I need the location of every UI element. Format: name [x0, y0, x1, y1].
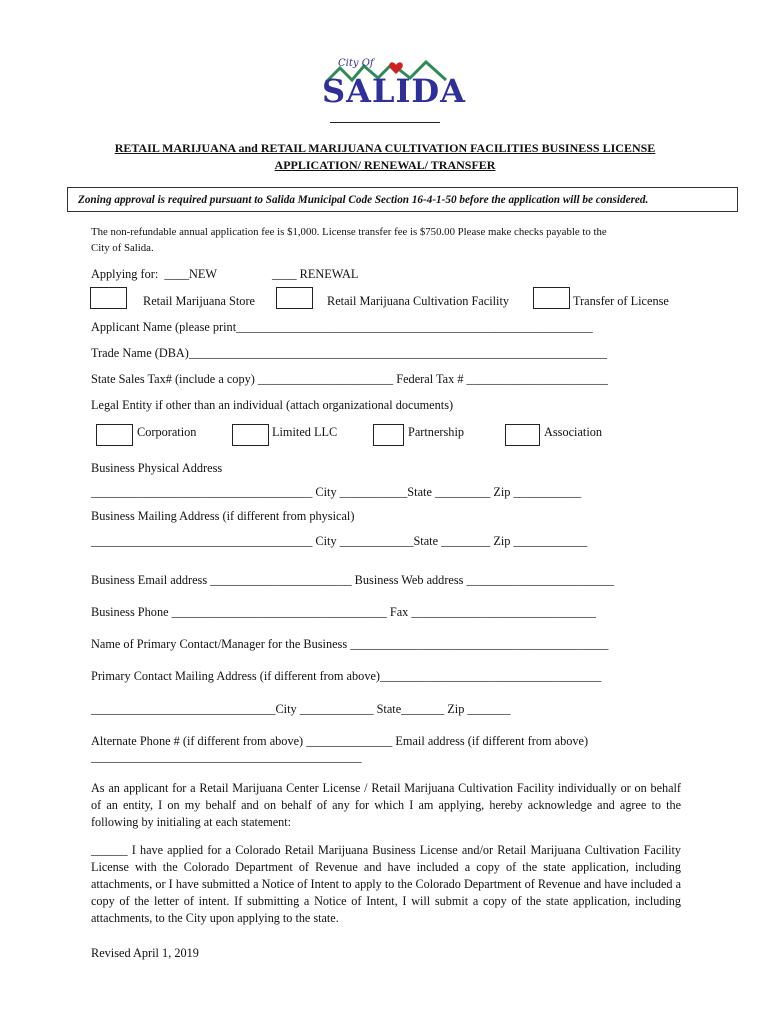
- fee-text-line1: The non-refundable annual application fee is $1,000. License transfer fee is $750.00 Please make checks payable to the: [91, 226, 607, 238]
- alternate-email-field[interactable]: ____________________________________________: [91, 750, 362, 764]
- checkbox-association[interactable]: [505, 424, 540, 446]
- logo-main-text: SALIDA: [322, 72, 466, 110]
- form-title-line2: APPLICATION/ RENEWAL/ TRANSFER: [274, 158, 496, 172]
- label-association: Association: [544, 425, 603, 439]
- label-limited-llc: Limited LLC: [272, 425, 338, 439]
- primary-city-field[interactable]: ______________________________City ____________ State_______ Zip _______: [91, 702, 511, 716]
- applicant-name-field[interactable]: Applicant Name (please print__________________________________________________________: [91, 320, 593, 334]
- label-transfer-license: Transfer of License: [573, 294, 669, 308]
- label-retail-store: Retail Marijuana Store: [143, 294, 256, 308]
- label-partnership: Partnership: [408, 425, 465, 439]
- revised-date: Revised April 1, 2019: [91, 946, 199, 960]
- phone-fax-field[interactable]: Business Phone ___________________________________ Fax ______________________________: [91, 605, 596, 619]
- tax-numbers-field[interactable]: State Sales Tax# (include a copy) ______________________ Federal Tax # _______________________: [91, 372, 608, 386]
- primary-contact-field[interactable]: Name of Primary Contact/Manager for the Business __________________________________________: [91, 637, 609, 651]
- checkbox-transfer-license[interactable]: [533, 287, 570, 309]
- business-mailing-label: Business Mailing Address (if different from physical): [91, 509, 355, 523]
- zoning-notice: Zoning approval is required pursuant to Salida Municipal Code Section 16-4-1-50 before the application will be considered.: [67, 187, 738, 212]
- logo-top-text: City Of: [338, 58, 374, 69]
- applying-for-renewal[interactable]: ____ RENEWAL: [272, 267, 359, 281]
- checkbox-limited-llc[interactable]: [232, 424, 269, 446]
- alternate-phone-field[interactable]: Alternate Phone # (if different from above) ______________ Email address (if different from above): [91, 734, 589, 748]
- acknowledge-paragraph: As an applicant for a Retail Marijuana Center License / Retail Marijuana Cultivation Facility individually or on behalf of an entity, I on my behalf and on behalf of any for which I am applying, hereby acknowledge and agree to the following by initialing at each statement:: [91, 781, 681, 829]
- label-cultivation-facility: Retail Marijuana Cultivation Facility: [327, 294, 510, 308]
- applying-for-new[interactable]: Applying for: ____NEW: [91, 267, 218, 281]
- primary-mailing-field[interactable]: Primary Contact Mailing Address (if different from above)____________________________________: [91, 669, 602, 683]
- form-title-line1: RETAIL MARIJUANA and RETAIL MARIJUANA CULTIVATION FACILITIES BUSINESS LICENSE: [114, 141, 656, 155]
- city-logo: [318, 56, 466, 118]
- business-mailing-field[interactable]: ____________________________________ City ____________State ________ Zip ____________: [91, 534, 588, 548]
- label-corporation: Corporation: [137, 425, 197, 439]
- legal-entity-label: Legal Entity if other than an individual (attach organizational documents): [91, 398, 454, 412]
- business-physical-label: Business Physical Address: [91, 461, 223, 475]
- checkbox-retail-store[interactable]: [90, 287, 127, 309]
- trade-name-field[interactable]: Trade Name (DBA)____________________________________________________________________: [91, 346, 607, 360]
- checkbox-cultivation-facility[interactable]: [276, 287, 313, 309]
- fee-text-line2: City of Salida.: [91, 242, 154, 254]
- initial-statement[interactable]: ______ I have applied for a Colorado Retail Marijuana Business License and/or Retail Marijuana Cultivation Facility License with the Colorado Department of Revenue and have included a copy of the state application, including attachments, or I have submitted a Notice of Intent to apply to the Colorado Department of Revenue and have included a copy of the letter of intent. If submitting a Notice of Intent, I will submit a copy of the state application, including attachments, to the City upon applying to the state.: [91, 843, 681, 925]
- business-physical-field[interactable]: ____________________________________ City ___________State _________ Zip ___________: [91, 485, 582, 499]
- logo-underline: [330, 122, 440, 123]
- checkbox-corporation[interactable]: [96, 424, 133, 446]
- email-web-field[interactable]: Business Email address _______________________ Business Web address ________________________: [91, 573, 615, 587]
- checkbox-partnership[interactable]: [373, 424, 404, 446]
